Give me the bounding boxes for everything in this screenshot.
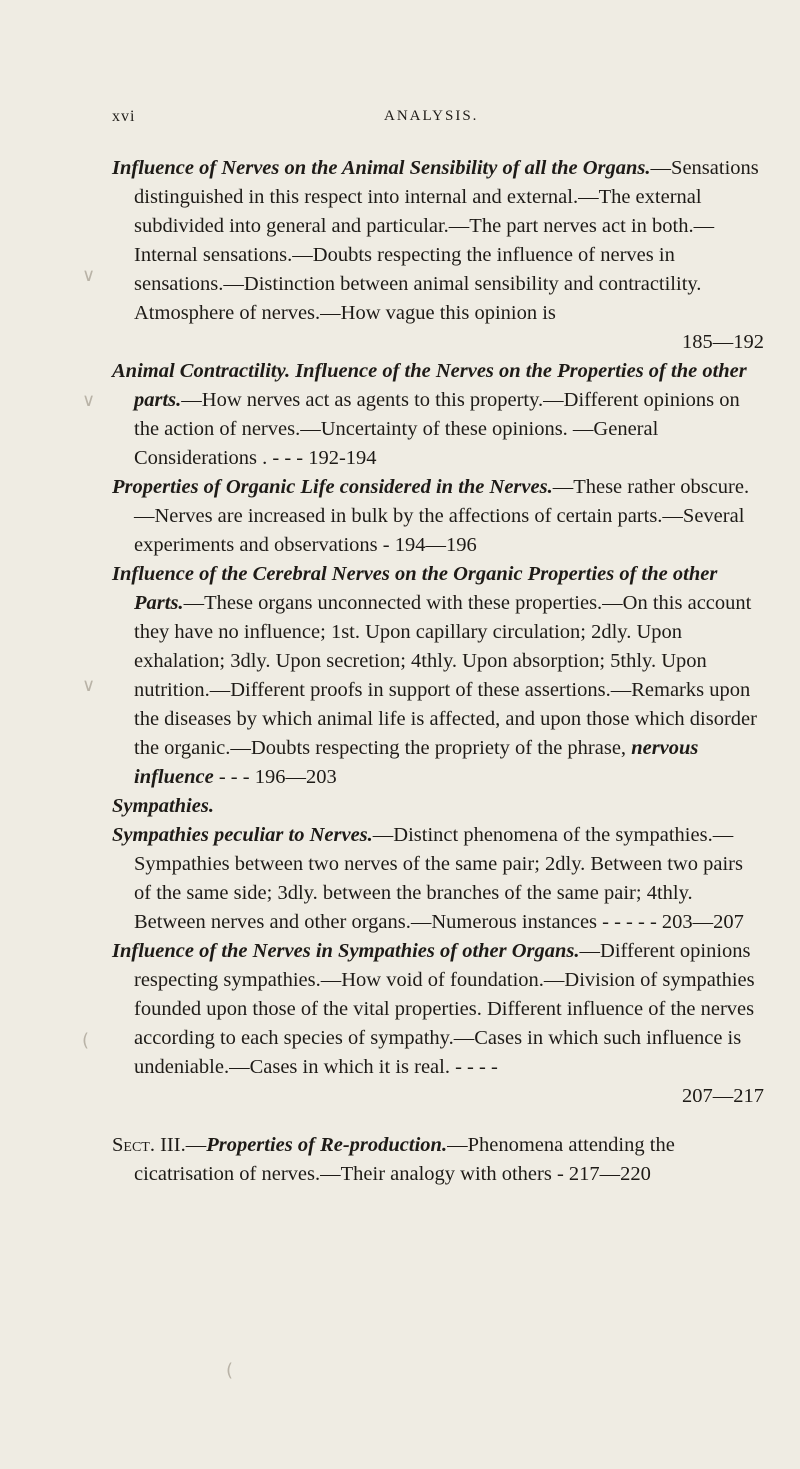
entry-pages: 192-194	[308, 447, 377, 469]
entry-animal-contractility	[112, 357, 764, 473]
entry-sympathies-title	[112, 792, 764, 821]
entry-pages: 194—196	[394, 534, 477, 556]
entry-body: —These rather obscure.—Nerves are increased in bulk by the affections of certain parts.—Several experiments and observations	[134, 476, 750, 556]
entry-emphasis: nervous influence	[134, 737, 699, 788]
entry-body: —Sensations distinguished in this respect into internal and external.—The external subdivided into general and particular.—The part nerves act in both.—Internal sensations.—Doubts respecting the influence of nerves in sensations.—Distinction between animal sensibility and contractility. Atmosphere of nerves.—How vague this opinion is	[134, 157, 759, 324]
entry-leaders: -	[382, 534, 390, 556]
entry-body: —Different opinions respecting sympathies.—How void of foundation.—Division of sympathies founded upon those of the vital properties. Different influence of the nerves according to each species of sympathy.—Cases in which such influence is undeniable.—Cases in which it is real.	[134, 940, 755, 1078]
margin-mark: ∨	[82, 675, 96, 696]
margin-mark: (	[226, 1360, 234, 1381]
entry-body: —Distinct phenomena of the sympathies.—Sympathies between two nerves of the same pair; 2dly. Between two pairs of the same side; 3dly. between the branches of the same pair; 4thly. Between nerves and other organs.—Numerous instances	[134, 824, 743, 933]
running-head	[112, 108, 672, 136]
entry-pages: 185—192	[682, 331, 764, 353]
entry-pages: 203—207	[661, 911, 744, 933]
entry-pages: 196—203	[254, 766, 337, 788]
page-number: xvi	[112, 108, 136, 125]
entry-heading: Sympathies.	[112, 795, 214, 817]
section-gap	[112, 1111, 764, 1131]
entry-heading: Sympathies peculiar to Nerves.	[112, 824, 373, 846]
entry-heading: Influence of the Cerebral Nerves on the Organic Properties of the other Parts.	[112, 563, 718, 614]
entry-leaders: . - - -	[262, 447, 304, 469]
analysis-content	[112, 154, 764, 1189]
margin-mark: (	[82, 1030, 90, 1051]
margin-mark: ∨	[82, 390, 96, 411]
entry-sympathies-peculiar	[112, 821, 764, 937]
entry-heading: Influence of Nerves on the Animal Sensibility of all the Organs.	[112, 157, 651, 179]
entry-cerebral-nerves-influence	[112, 560, 764, 792]
margin-mark: ∨	[82, 265, 96, 286]
entry-animal-sensibility	[112, 154, 764, 357]
entry-leaders: - - - -	[455, 1056, 498, 1078]
entry-leaders: - - -	[218, 766, 250, 788]
entry-body: —These organs unconnected with these properties.—On this account they have no influence; 1st. Upon capillary circulation; 2dly. Upon exhalation; 3dly. Upon secretion; 4thly. Upon absorption; 5thly. Upon nutrition.—Different proofs in support of these assertions.—Remarks upon the diseases by which animal life is affected, and upon those which disorder the organic.—Doubts respecting the propriety of the phrase,	[134, 592, 757, 759]
entry-pages: 217—220	[568, 1163, 651, 1185]
entry-body: —Phenomena attending the cicatrisation of nerves.—Their analogy with others	[134, 1134, 675, 1185]
entry-leaders: -	[556, 1163, 564, 1185]
entry-reproduction-properties: Sect. III.—Properties of Re-production.—Phenomena attending the cicatrisation of nerves.—Their analogy with others - 217—220	[112, 1134, 675, 1185]
entry-leaders: - - - - -	[602, 911, 657, 933]
entry-organic-life-properties	[112, 473, 764, 560]
section-label: Sect. III.	[112, 1134, 186, 1156]
entry-heading: Influence of the Nerves in Sympathies of other Organs.	[112, 940, 580, 962]
entry-body: —How nerves act as agents to this property.—Different opinions on the action of nerves.—Uncertainty of these opinions. —General Considerations	[134, 389, 740, 469]
entry-nerves-in-sympathies	[112, 937, 764, 1111]
entry-heading: Properties of Re-production.	[206, 1134, 448, 1156]
entry-heading: Properties of Organic Life considered in the Nerves.	[112, 476, 553, 498]
entry-pages: 207—217	[682, 1085, 764, 1107]
entry-heading: Animal Contractility. Influence of the Nerves on the Properties of the other parts.	[112, 360, 747, 411]
running-title: ANALYSIS.	[384, 108, 479, 124]
